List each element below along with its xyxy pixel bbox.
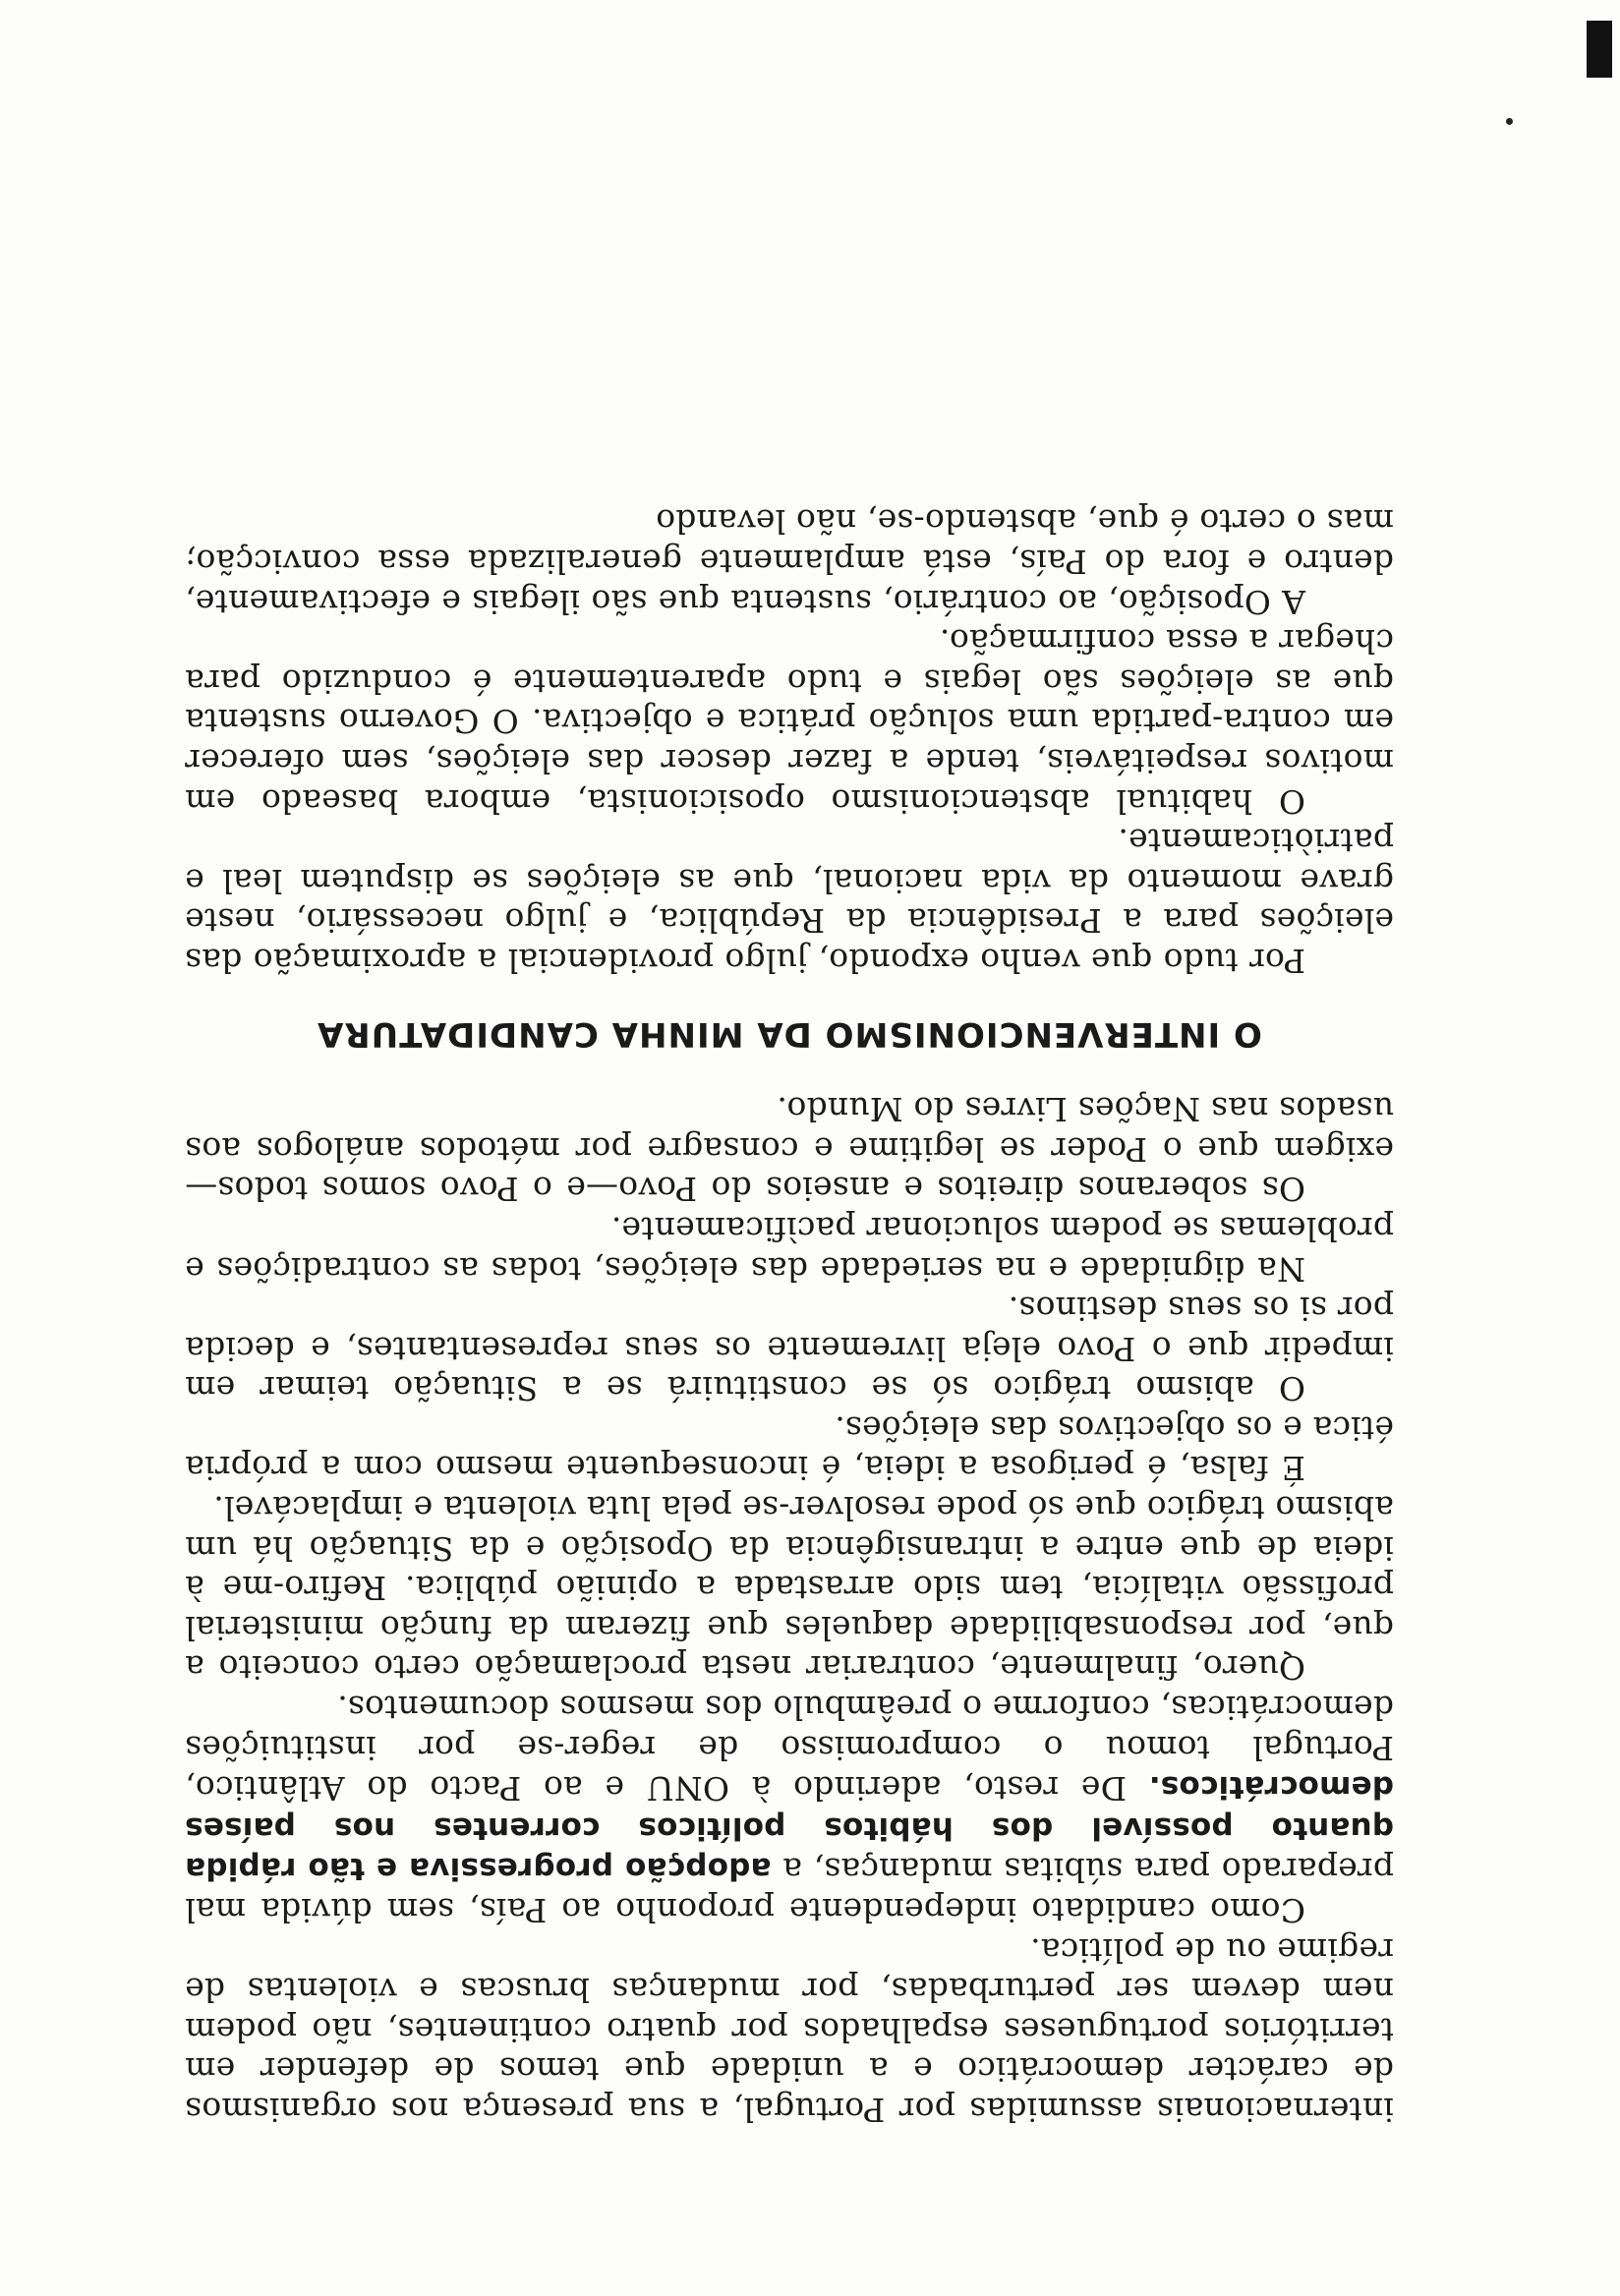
paragraph-4: É falsa, é perigosa a ideia, é inconsequente mesmo com a própria ética e os objectivos das eleições.	[185, 1408, 1394, 1488]
paragraph-5: O abismo trágico só se constituirá se a Situação teimar em impedir que o Povo eleja livremente os seus representantes, e decida por si os seus destinos.	[185, 1290, 1394, 1408]
paragraph-2-bold-emphasis: adopção progressiva e tão rápida quanto possível dos hábitos políticos correntes nos países democráticos.	[185, 1769, 1394, 1887]
scan-speck	[1506, 118, 1513, 125]
paragraph-10: A Oposição, ao contrário, sustenta que são ilegais e efectivamente, dentro e fora do País, está amplamente generalizada essa convicção; mas o certo é que, abstendo-se, não levando	[185, 502, 1394, 621]
paragraph-9: O habitual abstencionismo oposicionista, embora baseado em motivos respeitáveis, tende a fazer descer das eleições, sem oferecer em contra-partida uma solução prática e objectiva. O Governo sustenta que as eleições são legais e tudo aparentemente é conduzido para chegar a essa confirmação.	[185, 622, 1394, 821]
scan-edge-mark	[1587, 21, 1612, 78]
paragraph-2-part-a: Como candidato independente proponho ao País, sem dúvida mal preparado para súbitas mudanças, a	[185, 1851, 1394, 1930]
paragraph-2	[185, 1687, 1394, 1929]
paragraph-2-part-b: De resto, aderindo à ONU e ao Pacto do Atlântico, Portugal tomou o compromisso de reger-se por instituições democráticas, conforme o preâmbulo dos mesmos documentos.	[185, 1689, 1394, 1808]
section-heading: O INTERVENCIONISMO DA MINHA CANDIDATURA	[317, 1013, 1262, 1054]
text-column	[185, 501, 1394, 2129]
paragraph-3: Quero, finalmente, contrariar nesta proclamação certo conceito a que, por responsabilidade daqueles que fizeram da função ministerial profissão vitalícia, tem sido arrastada a opinião pública. Refiro-me à ideia de que entre a intransigência da Oposição e da Situação há um abismo trágico que só pode resolver-se pela luta violenta e implacável.	[185, 1489, 1394, 1688]
paragraph-8: Por tudo que venho expondo, julgo providencial a aproximação das eleições para a Presidência da República, e julgo necessário, neste grave momento da vida nacional, que as eleições se disputem leal e patriòticamente.	[185, 822, 1394, 980]
paragraph-1: internacionais assumidas por Portugal, a sua presença nos organismos de carácter democrático e a unidade que temos de defender em territórios portugueses espalhados por quatro continentes, não podem nem devem ser perturbadas, por mudanças bruscas e violentas de regime ou de política.	[185, 1930, 1394, 2129]
paragraph-7: Os soberanos direitos e anseios do Povo—e o Povo somos todos—exigem que o Poder se legitime e consagre por métodos análogos aos usados nas Nações Livres do Mundo.	[185, 1090, 1394, 1209]
paragraph-6: Na dignidade e na seriedade das eleições, todas as contradições e problemas se podem solucionar pacìficamente.	[185, 1209, 1394, 1289]
